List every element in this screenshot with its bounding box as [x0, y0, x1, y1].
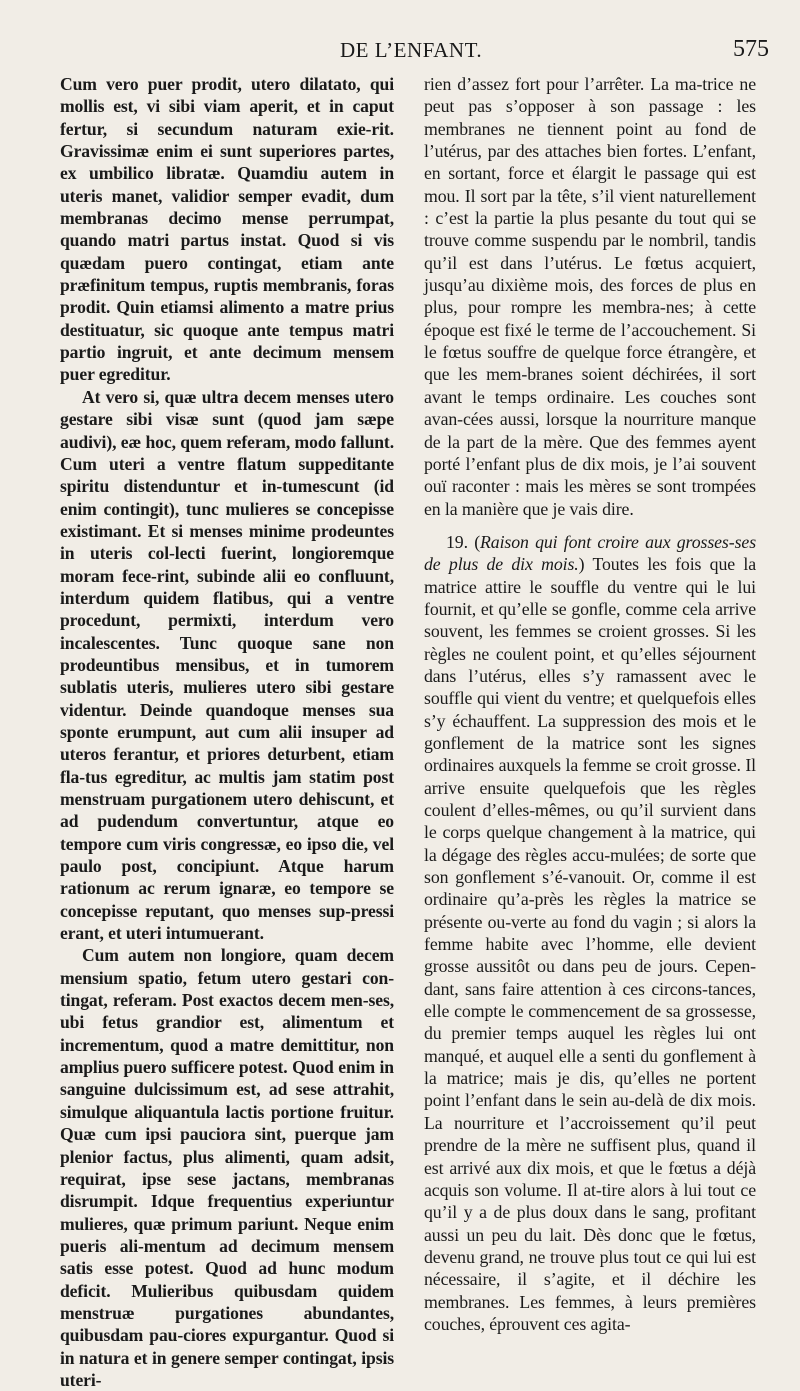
section-close: ) — [578, 554, 585, 575]
french-column — [424, 73, 756, 1335]
running-head: DE L’ENFANT. — [340, 38, 483, 62]
section-body: Toutes les fois que la matrice attire le souffle du ventre qui le lui fournit, et qu’elle se gonfle, comme cela arrive souvent, les femmes se croient grosses. Si les règles ne coulent point, et qu’elles séjournent dans l’utérus, elles s’y ramassent avec le souffle qui vient du ventre; et quelquefois elles s’y échauffent. La suppression des mois et le gonflement de la matrice sont les signes ordinaires auxquels la femme se croit grosse. Il arrive ensuite quelquefois que les règles coulent d’elles-mêmes, ou qu’il survient dans le corps quelque changement à la matrice, qui la dégage des règles accu-mulées; de sorte que son gonflement s’é-vanouit. Or, comme il est ordinaire qu’a-près les règles la matrice se présente ou-verte au fond du vagin ; si alors la femme habite avec l’homme, elle devient grosse aussitôt ou dans peu de jours. Cepen-dant, sans faire attention à ces circons-tances, elle compte le commencement de sa grossesse, du premier temps auquel les règles lui ont manqué, et auquel elle a senti du gonflement à la matrice; mais je dis, qu’elles ne portent point l’enfant dans le sein au-delà de dix mois. La nourriture et l’accroissement qu’il peut prendre de la mère ne suffisent plus, quand il est arrivé aux dix mois, et que le fœtus a déjà acquis son volume. Il at-tire alors à lui tout ce qu’il y a de plus doux dans le sang, profitant aussi un peu du lait. Dès donc que le fœtus, devenu grand, ne trouve plus tout ce qui lui est nécessaire, il s’agite, et il déchire les membranes. Les femmes, à leurs premières couches, éprouvent ces agita- — [424, 554, 756, 1334]
latin-paragraph: Cum autem non longiore, quam decem mensium spatio, fetum utero gestari con-tingat, referam. Post exactos decem men-ses, ubi fetus grandior est, alimentum et incrementum, quod a matre demittitur, non amplius puero sufficere potest. Quod enim in sanguine dulcissimum est, ad sese attrahit, simulque aliquantula lactis portione fruitur. Quæ cum ipsi pauciora sint, puerque jam plenior factus, plus alimenti, quam adsit, requirat, ipse sese jactans, membranas disrumpit. Idque frequentius experiuntur mulieres, quæ primum pariunt. Neque enim pueris ali-mentum ad decimum mensem satis esse potest. Quod ad hunc modum deficit. Mulieribus quibusdam quidem menstruæ purgationes abundantes, quibusdam pau-ciores expurgantur. Quod si in natura et in genere semper contingat, ipsis uteri- — [60, 945, 394, 1390]
page-number: 575 — [733, 36, 769, 62]
latin-column — [60, 73, 394, 1391]
latin-paragraph: At vero si, quæ ultra decem menses utero gestare sibi visæ sunt (quod jam sæpe audivi), eæ hoc, quem referam, modo fallunt. Cum uteri a ventre flatum suppeditante spiritu distenduntur et in-tumescunt (id enim contingit), tunc mulieres se concepisse existimant. Et si menses minime prodeuntes in uteris col-lecti fuerint, longioremque moram fece-rint, subinde alii eo confluunt, interdum quidem flatibus, qui a ventre procedunt, permixti, interdum vero incalescentes. Tunc quoque sane non prodeuntibus mensibus, et in tumorem sublatis uteris, mulieres utero sibi gestare videntur. Deinde quandoque menses sua sponte erumpunt, aut cum alii insuper ad uteros ferantur, et priores deturbent, etiam fla-tus egreditur, ac multis jam statim post menstruam purgationem utero dehiscunt, et ad pudendum convertuntur, atque eo tempore cum viris congressæ, eo ipso die, vel paulo post, concipiunt. Atque harum rationum ac rerum ignaræ, eo tempore se concepisse reputant, quo menses sup-pressi erant, et uteri intumuerant. — [60, 386, 394, 944]
latin-paragraph: Cum vero puer prodit, utero dilatato, qui mollis est, vi sibi viam aperit, et in caput fertur, si secundum naturam exie-rit. Gravissimæ enim ei sunt superiores partes, ex umbilico libratæ. Quamdiu autem in uteris manet, validior semper evadit, dum membranas decimo mense perrumpat, quando matri partus instat. Quod si vis quædam puero contingat, etiam ante præfinitum tempus, ruptis membranis, foras prodit. Quin etiamsi alimento a matre prius destituatur, sic quoque ante tempus matri partio ingruit, et ante decimum mensem puer egreditur. — [60, 74, 394, 385]
french-section-paragraph — [424, 531, 756, 1335]
section-title: Raison qui font croire aux grosses-ses de plus de dix mois. — [424, 531, 757, 575]
french-paragraph: rien d’assez fort pour l’arrêter. La ma-trice ne peut pas s’opposer à son passage : les membranes ne tiennent point au fond de l’utérus, par des attaches bien fortes. L’enfant, en sortant, force et élargit le passage qui est mou. Il sort par la tête, s’il vient naturellement : c’est la partie la plus pesante du tout qui se trouve comme suspendu par le nombril, tandis qu’il est dans l’utérus. Le fœtus acquiert, jusqu’au dixième mois, des forces de plus en plus, pour rompre les membra-nes; à cette époque est fixé le terme de l’accouchement. Si le fœtus souffre de quelque force étrangère, et que les mem-branes soient déchirées, il sort avant le temps ordinaire. Les couches sont avan-cées aussi, lorsque la nourriture manque de la part de la mère. Que des femmes ayent porté l’enfant plus de dix mois, je l’ai souvent ouï raconter : mais les mères se sont trompées en la manière que je vais dire. — [424, 74, 756, 519]
section-number: 19. ( — [446, 531, 481, 552]
